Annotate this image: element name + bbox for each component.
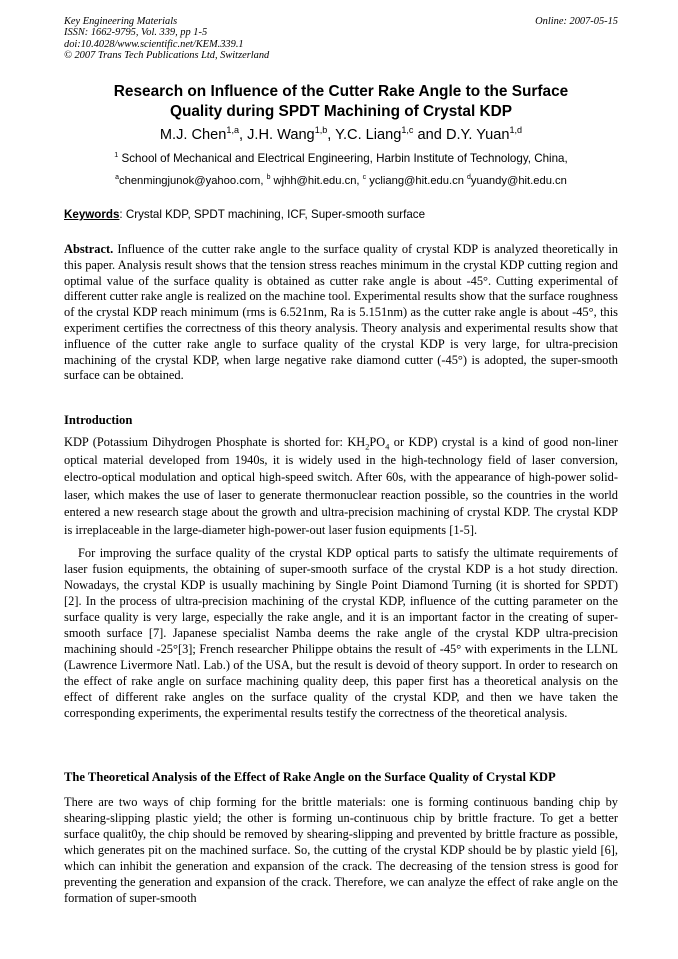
email-mark: d xyxy=(467,173,471,181)
affiliation xyxy=(64,149,618,166)
email-mark: c xyxy=(362,173,367,181)
author-name: J.H. Wang xyxy=(247,127,315,143)
keywords-text: : Crystal KDP, SPDT machining, ICF, Super-smooth surface xyxy=(119,208,426,221)
author-sup: 1,b xyxy=(314,124,328,135)
author-name: D.Y. Yuan xyxy=(445,127,510,143)
intro-p1-text: or KDP) crystal is a kind of good non-liner optical material developed from 1940s, it is widely used in the high-technology field of laser conversion, electro-optical modulation and optical high-speed switch. After 60s, with the appearance of high-power solid-laser, which makes the use of laser to generate thermonuclear reaction possible, so the countries in the world entered a new research stage about the growth and ultra-precision machining of crystal KDP. The crystal KDP is irreplaceable in the large-diameter high-power-out laser fusion equipments [1-5]. xyxy=(64,435,618,537)
online-date: Online: 2007-05-15 xyxy=(535,16,618,27)
introduction-paragraph-2: For improving the surface quality of the crystal KDP optical parts to satisfy the ultimate requirements of laser fusion equipments, the obtaining of super-smooth surface of the crystal KDP is a hot study direction. Nowadays, the crystal KDP is usually machining by Single Point Diamond Turning (it is shorted for SPDT) [2]. In the process of ultra-precision machining of the crystal KDP, influence of the cutting parameter on the surface quality is very large, especially the rake angle, and it is an important factor in the creating of super-smooth surface [7]. Japanese specialist Namba deems the rake angle of the crystal KDP ultra-precision machining should -25°[3]; French researcher Philippe obtains the result of -45° with experiments in the LLNL (Lawrence Livermore Natl. Lab.) of the USA, but the result is devoid of theory support. In order to research on the effect of rake angle on surface machining quality deep, this paper first has a theoretical analysis on the effect of different rake angles on the surface quality of the crystal KDP, and then we have taken the corresponding experiments, the experimental results testify the correctness of the theoretical analysis. xyxy=(64,546,618,720)
author-sup: 1,a xyxy=(226,124,239,135)
introduction-heading: Introduction xyxy=(64,413,133,427)
email-list xyxy=(64,174,618,188)
theory-paragraph-1: There are two ways of chip forming for the brittle materials: one is forming continuous banding chip by shearing-slipping plastic yield; the other is forming un-continuous chip by brittle fracture. To get a better surface qualit0y, the chip should be removed by shearing-slipping and prevented by brittle fracture as possible, which generates pit on the machined surface. So, the cutting of the crystal KDP should be by plastic yield [6], which can inhibit the generation and expansion of the crack. The decreasing of the tension stress is good for preventing the generation and expansion of the crack. Therefore, we can analyze the effect of rake angle on the formation of super-smooth xyxy=(64,795,618,905)
copyright-line: © 2007 Trans Tech Publications Ltd, Switzerland xyxy=(64,49,270,61)
intro-p1-text: KDP (Potassium Dihydrogen Phosphate is shorted for: KH xyxy=(64,435,366,449)
formula-subscript: 2 xyxy=(365,442,370,452)
theory-heading: The Theoretical Analysis of the Effect of Rake Angle on the Surface Quality of Crystal KDP xyxy=(64,770,556,784)
email-address[interactable]: wjhh@hit.edu.cn, xyxy=(273,175,363,187)
email-mark: a xyxy=(115,173,119,181)
journal-name: Key Engineering Materials xyxy=(64,16,178,27)
paper-title xyxy=(64,82,618,122)
email-address[interactable]: chenmingjunok@yahoo.com, xyxy=(119,175,267,187)
keywords-label: Keywords xyxy=(64,208,120,221)
abstract-label: Abstract. xyxy=(64,242,114,256)
email-mark: b xyxy=(266,173,271,181)
issn-line: ISSN: 1662-9795, Vol. 339, pp 1-5 xyxy=(64,27,208,39)
abstract xyxy=(64,242,618,384)
author-name: Y.C. Liang xyxy=(335,127,402,143)
author-sep: , xyxy=(238,127,248,143)
author-list xyxy=(64,126,618,144)
title-line-2: Quality during SPDT Machining of Crystal KDP xyxy=(169,103,513,120)
title-line-1: Research on Influence of the Cutter Rake Angle to the Surface xyxy=(113,83,569,100)
doi-line: doi:10.4028/www.scientific.net/KEM.339.1 xyxy=(64,38,244,50)
keywords xyxy=(64,208,618,222)
email-address[interactable]: yuandy@hit.edu.cn xyxy=(470,175,567,187)
abstract-text: Influence of the cutter rake angle to the surface quality of crystal KDP is analyzed theoretically in this paper. Analysis result shows that the tension stress reaches minimum in the crystal KDP cutting region and optimal value of the surface quality is obtained as cutter rake angle is about -45°. Cutting experimental of different cutter rake angle is realized on the machine tool. Experimental results show that the surface roughness of the crystal KDP reach minimum (rms is 6.521nm, Ra is 5.151nm) as the cutter rake angle is about -45°, this experiment certifies the correctness of this theory analysis. Theory analysis and experimental results show that influence of the cutter rake angle to surface quality of the crystal KDP is very large, for ultra-precision machining of the crystal KDP, when large negative rake diamond cutter (-45°) is adopted, the super-smooth surface can be obtained. xyxy=(64,242,618,383)
author-name: M.J. Chen xyxy=(159,127,227,143)
affiliation-text: School of Mechanical and Electrical Engineering, Harbin Institute of Technology, China, xyxy=(121,152,568,165)
formula-text: PO xyxy=(369,435,386,449)
author-sep: and xyxy=(413,127,446,143)
author-sup: 1,d xyxy=(509,124,523,135)
affiliation-mark: 1 xyxy=(114,149,119,159)
introduction-paragraph-1 xyxy=(64,434,618,540)
formula-subscript: 4 xyxy=(385,442,390,452)
author-sup: 1,c xyxy=(401,124,414,135)
email-address[interactable]: ycliang@hit.edu.cn xyxy=(369,175,468,187)
author-sep: , xyxy=(327,127,336,143)
journal-header xyxy=(64,16,618,61)
